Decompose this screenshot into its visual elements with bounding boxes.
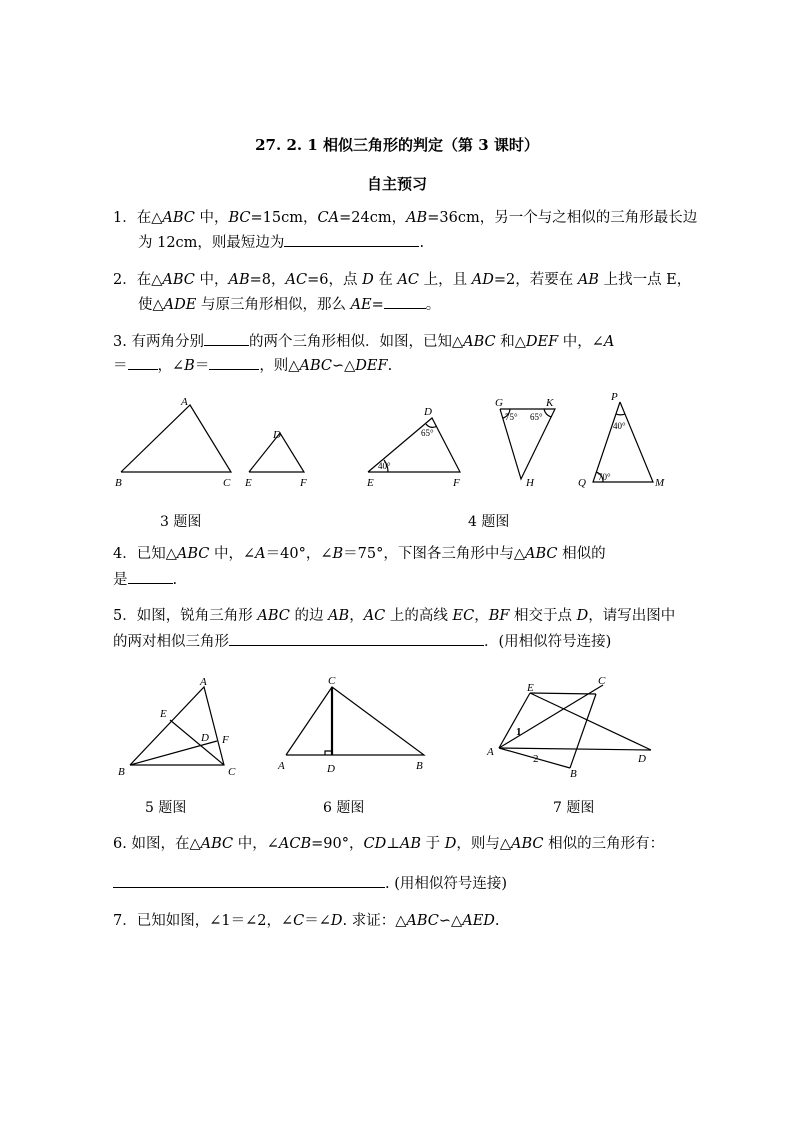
angle-label: 40° — [613, 421, 626, 431]
figures-5-6-7 — [0, 665, 794, 790]
answer-blank[interactable] — [204, 331, 249, 346]
vertex-label: F — [222, 734, 229, 746]
vertex-label: A — [200, 676, 207, 688]
vertex-label: D — [201, 732, 209, 744]
angle-label: 70° — [598, 472, 611, 482]
question-2-line-2: 使△ADE 与原三角形相似，那么 AE= 。 — [138, 294, 440, 315]
figure-7 — [499, 685, 651, 768]
answer-blank[interactable] — [113, 873, 385, 888]
figure-6-caption: 6 题图 — [323, 800, 365, 816]
angle-label: 75° — [505, 412, 518, 422]
section-subtitle: 自主预习 — [366, 175, 427, 193]
vertex-label: E — [245, 477, 252, 489]
question-7: 7．已知如图，∠1＝∠2，∠C＝∠D. 求证：△ABC∽△AED. — [113, 913, 500, 929]
question-2-line-1: 2．在△ABC 中，AB=8，AC=6，点 D 在 AC 上，且 AD=2，若要在 AB 上找一点 E， — [113, 272, 692, 288]
answer-blank[interactable] — [128, 355, 158, 370]
vertex-label: A — [278, 760, 285, 772]
answer-blank[interactable] — [284, 232, 419, 247]
question-3-line-2: ＝ ，∠B＝ ，则△ABC∽△DEF. — [113, 355, 392, 376]
question-1-line-2: 为 12cm，则最短边为 . — [138, 232, 424, 253]
angle-label: 65° — [530, 412, 543, 422]
vertex-label: F — [453, 477, 460, 489]
answer-blank[interactable] — [128, 569, 173, 584]
vertex-label: K — [546, 397, 554, 409]
vertex-label: B — [416, 760, 423, 772]
answer-blank[interactable] — [209, 355, 259, 370]
figure-3-triangle-abc — [121, 405, 231, 472]
vertex-label: G — [495, 397, 503, 409]
vertex-label: C — [228, 766, 236, 778]
question-3-line-1: 3. 有两角分别 的两个三角形相似．如图，已知△ABC 和△DEF 中，∠A — [113, 331, 614, 352]
figure-5 — [130, 687, 224, 765]
vertex-label: P — [611, 391, 618, 403]
question-6-line-1: 6. 如图，在△ABC 中，∠ACB=90°，CD⊥AB 于 D，则与△ABC 相似的三角形有： — [113, 836, 665, 852]
answer-blank[interactable] — [229, 631, 484, 646]
vertex-label: A — [487, 746, 494, 758]
question-4-line-2: 是 . — [113, 569, 177, 590]
vertex-label: C — [598, 675, 606, 687]
vertex-label: B — [118, 766, 125, 778]
page-title: 27. 2. 1 相似三角形的判定（第 3 课时） — [255, 136, 539, 154]
figure-4-caption: 4 题图 — [468, 514, 510, 530]
vertex-label: D — [327, 763, 335, 775]
vertex-label: B — [115, 477, 122, 489]
vertex-label: A — [181, 396, 188, 408]
vertex-label: E — [160, 708, 167, 720]
vertex-label: M — [655, 477, 665, 489]
question-1-line-1: 1．在△ABC 中，BC=15cm，CA=24cm，AB=36cm，另一个与之相似的三角形最长边 — [113, 210, 698, 226]
figure-3-caption: 3 题图 — [160, 514, 202, 530]
question-5-line-1: 5．如图，锐角三角形 ABC 的边 AB，AC 上的高线 EC，BF 相交于点 D，请写出图中 — [113, 608, 676, 624]
vertex-label: H — [526, 477, 534, 489]
vertex-label: D — [638, 753, 646, 765]
vertex-label: D — [273, 429, 281, 441]
vertex-label: E — [367, 477, 374, 489]
angle-label: 2 — [533, 753, 539, 765]
vertex-label: E — [527, 682, 534, 694]
figures-3-4 — [0, 380, 794, 500]
answer-blank[interactable] — [384, 294, 426, 309]
question-6-line-2: . (用相似符号连接) — [113, 873, 507, 894]
vertex-label: Q — [578, 477, 586, 489]
vertex-label: F — [300, 477, 307, 489]
figure-4-triangle-pqm — [593, 402, 653, 482]
angle-label: 40° — [378, 461, 391, 471]
vertex-label: C — [328, 675, 336, 687]
question-4-line-1: 4．已知△ABC 中，∠A＝40°，∠B＝75°，下图各三角形中与△ABC 相似的 — [113, 546, 606, 562]
figure-5-caption: 5 题图 — [145, 800, 187, 816]
vertex-label: D — [424, 406, 432, 418]
angle-label: 65° — [421, 428, 434, 438]
figure-7-caption: 7 题图 — [553, 800, 595, 816]
figure-6 — [286, 687, 424, 755]
vertex-label: B — [570, 768, 577, 780]
vertex-label: C — [223, 477, 231, 489]
question-5-line-2: 的两对相似三角形 ．(用相似符号连接) — [113, 631, 611, 652]
angle-label: 1 — [516, 726, 522, 738]
